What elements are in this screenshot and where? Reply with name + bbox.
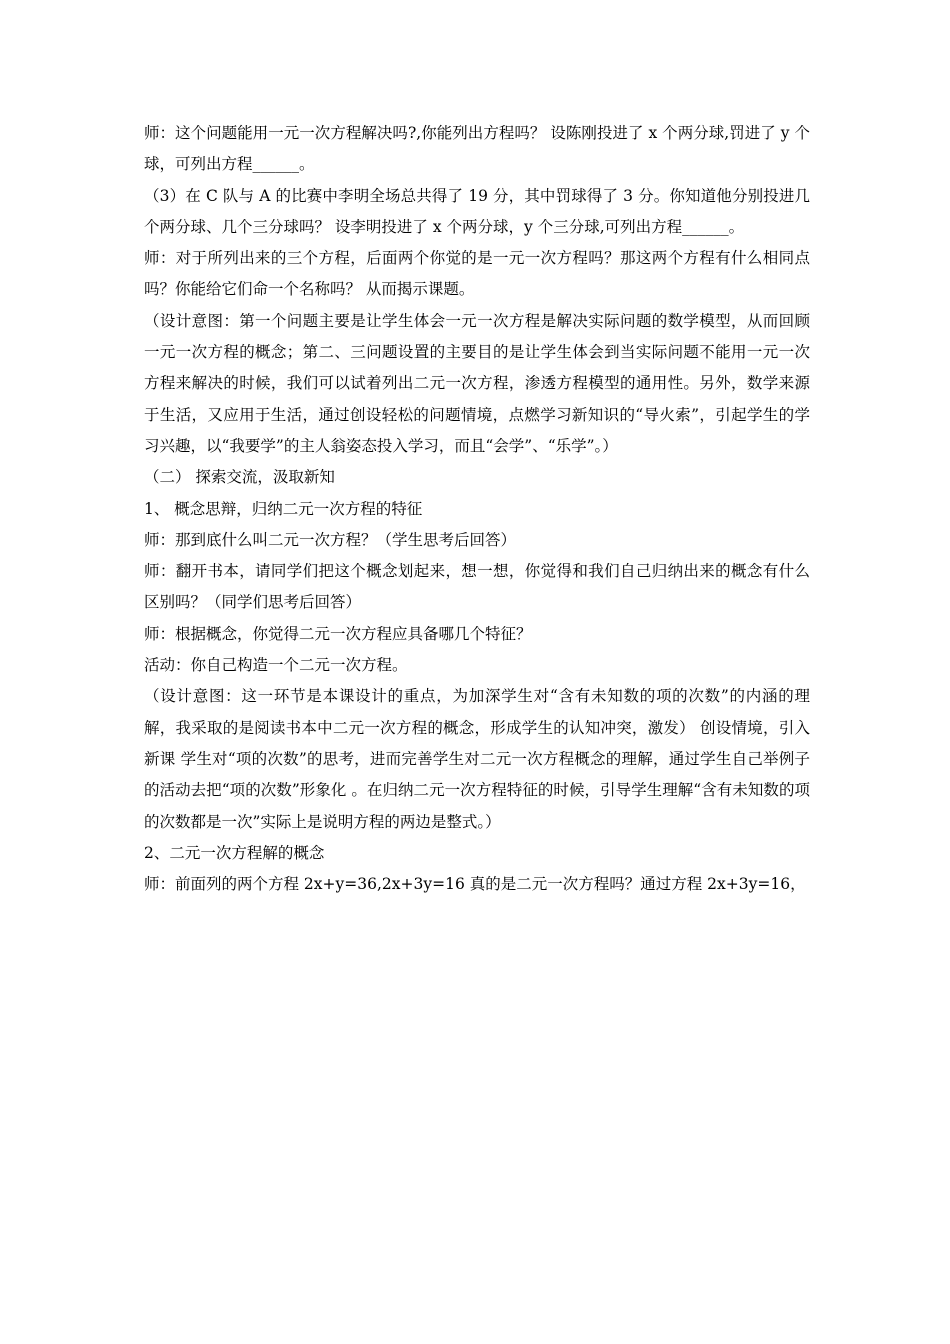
subsection-heading-concept: 1、 概念思辩，归纳二元一次方程的特征: [144, 499, 423, 518]
paragraph-teacher-open-book: 师：翻开书本，请同学们把这个概念划起来，想一想，你觉得和我们自己归纳出来的概念有什么区别吗？（同学们思考后回答）: [144, 562, 810, 612]
paragraph-teacher-question-chen-gang: 师：这个问题能用一元一次方程解决吗?,你能列出方程吗？ 设陈刚投进了 x 个两分球,罚进了 y 个球，可列出方程______。: [144, 124, 810, 174]
section-heading-explore: （二） 探索交流，汲取新知: [144, 468, 335, 487]
paragraph-teacher-three-equations: 师：对于所列出来的三个方程，后面两个你觉的是一元一次方程吗？那这两个方程有什么相同点吗？你能给它们命一个名称吗？ 从而揭示课题。: [144, 249, 810, 299]
paragraph-teacher-features: 师：根据概念，你觉得二元一次方程应具备哪几个特征？: [144, 624, 532, 643]
paragraph-teacher-what-is: 师：那到底什么叫二元一次方程？（学生思考后回答）: [144, 530, 517, 549]
paragraph-activity: 活动：你自己构造一个二元一次方程。: [144, 656, 408, 675]
paragraph-teacher-two-equations: 师：前面列的两个方程 2x+y=36,2x+3y=16 真的是二元一次方程吗？通过方程 2x+3y=16，: [144, 875, 806, 894]
document-body: [144, 118, 810, 900]
paragraph-design-intent-2: （设计意图：这一环节是本课设计的重点，为加深学生对“含有未知数的项的次数”的内涵的理解，我采取的是阅读书本中二元一次方程的概念，形成学生的认知冲突，激发） 创设情境，引入新课 学生对“项的次数”的思考，进而完善学生对二元一次方程概念的理解，通过学生自己举例子的活动去把“项的次数”形象化 。在归纳二元一次方程特征的时候，引导学生理解“含有未知数的项的次数都是一次”实际上是说明方程的两边是整式。）: [144, 687, 810, 831]
paragraph-question-3-li-ming: （3）在 C 队与 A 的比赛中李明全场总共得了 19 分，其中罚球得了 3 分。你知道他分别投进几个两分球、几个三分球吗？ 设李明投进了 x 个两分球，y 个三分球,可列出方程______。: [144, 186, 810, 236]
subsection-heading-solution-concept: 2、二元一次方程解的概念: [144, 843, 325, 862]
paragraph-design-intent-1: （设计意图：第一个问题主要是让学生体会一元一次方程是解决实际问题的数学模型，从而回顾一元一次方程的概念；第二、三问题设置的主要目的是让学生体会到当实际问题不能用一元一次方程来解决的时候，我们可以试着列出二元一次方程，渗透方程模型的通用性。另外，数学来源于生活，又应用于生活，通过创设轻松的问题情境，点燃学习新知识的“导火索”，引起学生的学习兴趣，以“我要学”的主人翁姿态投入学习，而且“会学”、“乐学”。）: [144, 311, 810, 455]
